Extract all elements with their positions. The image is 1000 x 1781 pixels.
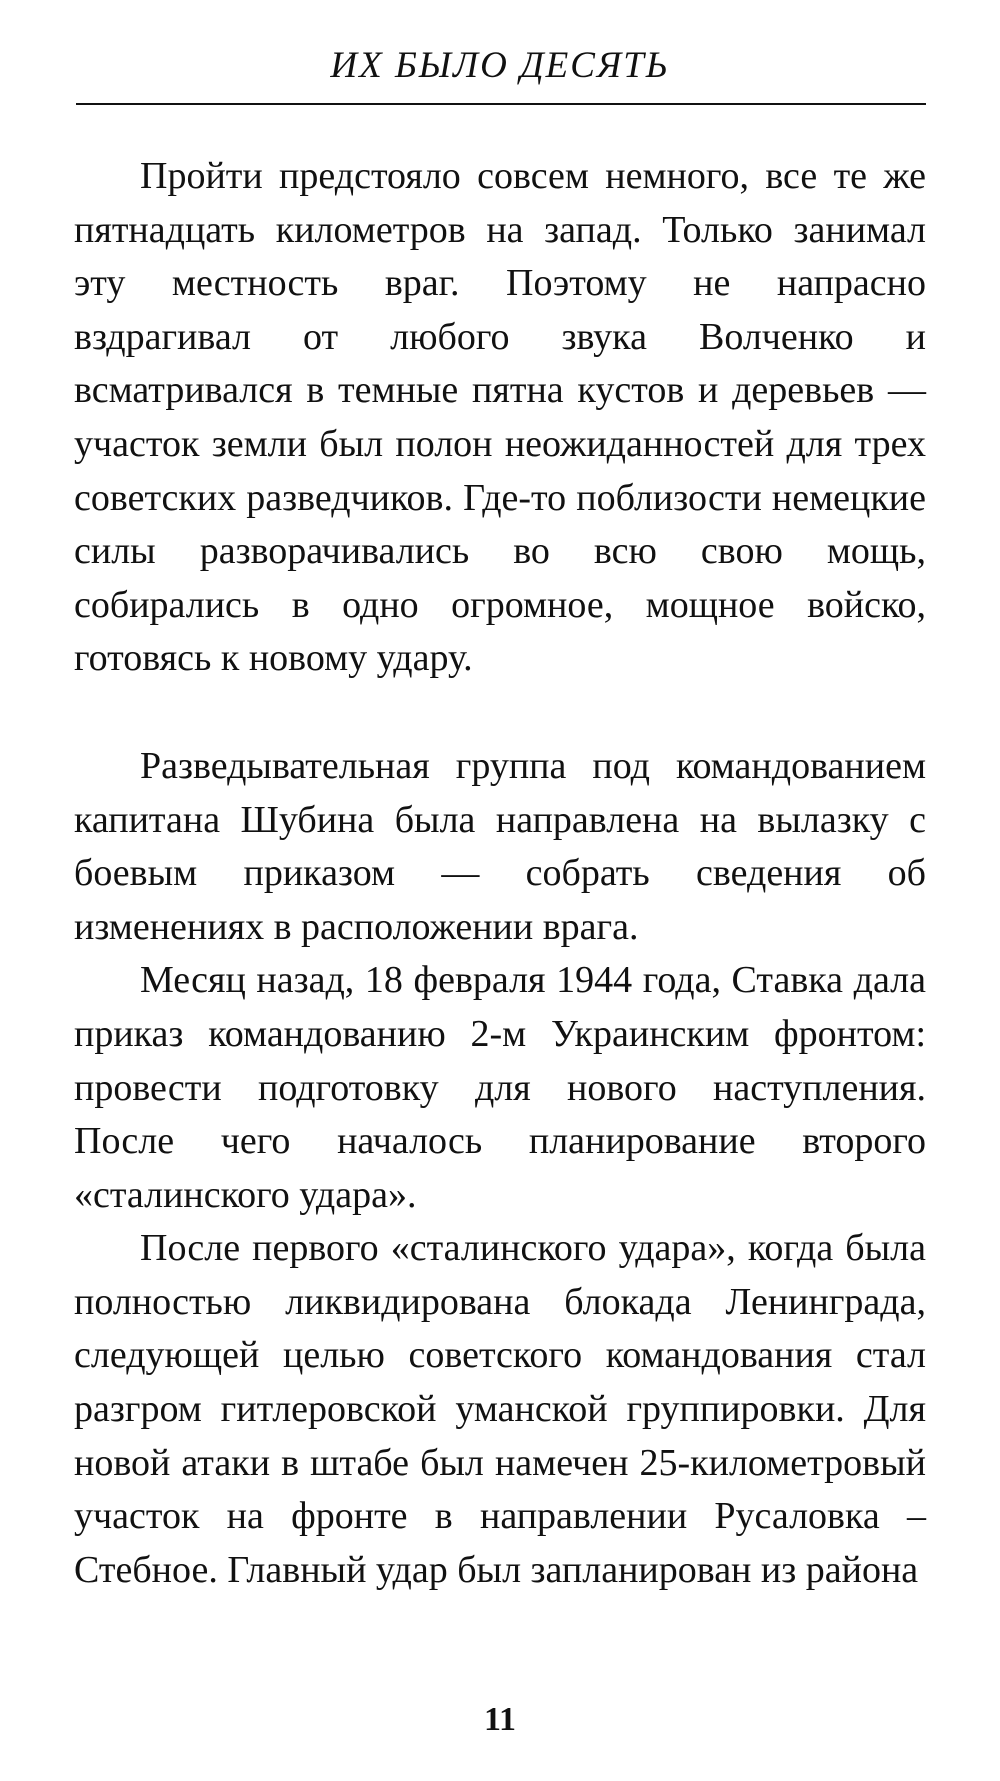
- paragraph-2: Разведывательная группа под командованием капитана Шубина была направлена на вылазку с боевым приказом — собрать сведения об изменениях в расположении врага.: [74, 744, 926, 948]
- paragraph-3: Месяц назад, 18 февраля 1944 года, Ставка дала приказ командованию 2-м Украинским фронтом: провести подготовку для нового наступления. После чего началось планирование второго «сталинского удара».: [74, 959, 926, 1216]
- running-title: ИХ БЫЛО ДЕСЯТЬ: [330, 45, 670, 86]
- paragraph-1: Пройти предстояло совсем немного, все те же пятнадцать километров на запад. Только занимал эту местность враг. Поэтому не напрасно вздрагивал от любого звука Волченко и всматривался в темные пятна кустов и деревьев — участок земли был полон неожиданностей для трех советских разведчиков. Где-то поблизости немецкие силы разворачивались во всю свою мощь, собирались в одно огромное, мощное войско, готовясь к новому удару.: [74, 155, 926, 680]
- page-number: 11: [483, 1701, 517, 1738]
- header-rule: [76, 103, 926, 105]
- body-text: [74, 150, 926, 1597]
- paragraph-4: После первого «сталинского удара», когда была полностью ликвидирована блокада Ленинграда, следующей целью советского командования стал разгром гитлеровской уманской группировки. Для новой атаки в штабе был намечен 25-километровый участок на фронте в направлении Русаловка – Стебное. Главный удар был запланирован из района: [74, 1227, 926, 1591]
